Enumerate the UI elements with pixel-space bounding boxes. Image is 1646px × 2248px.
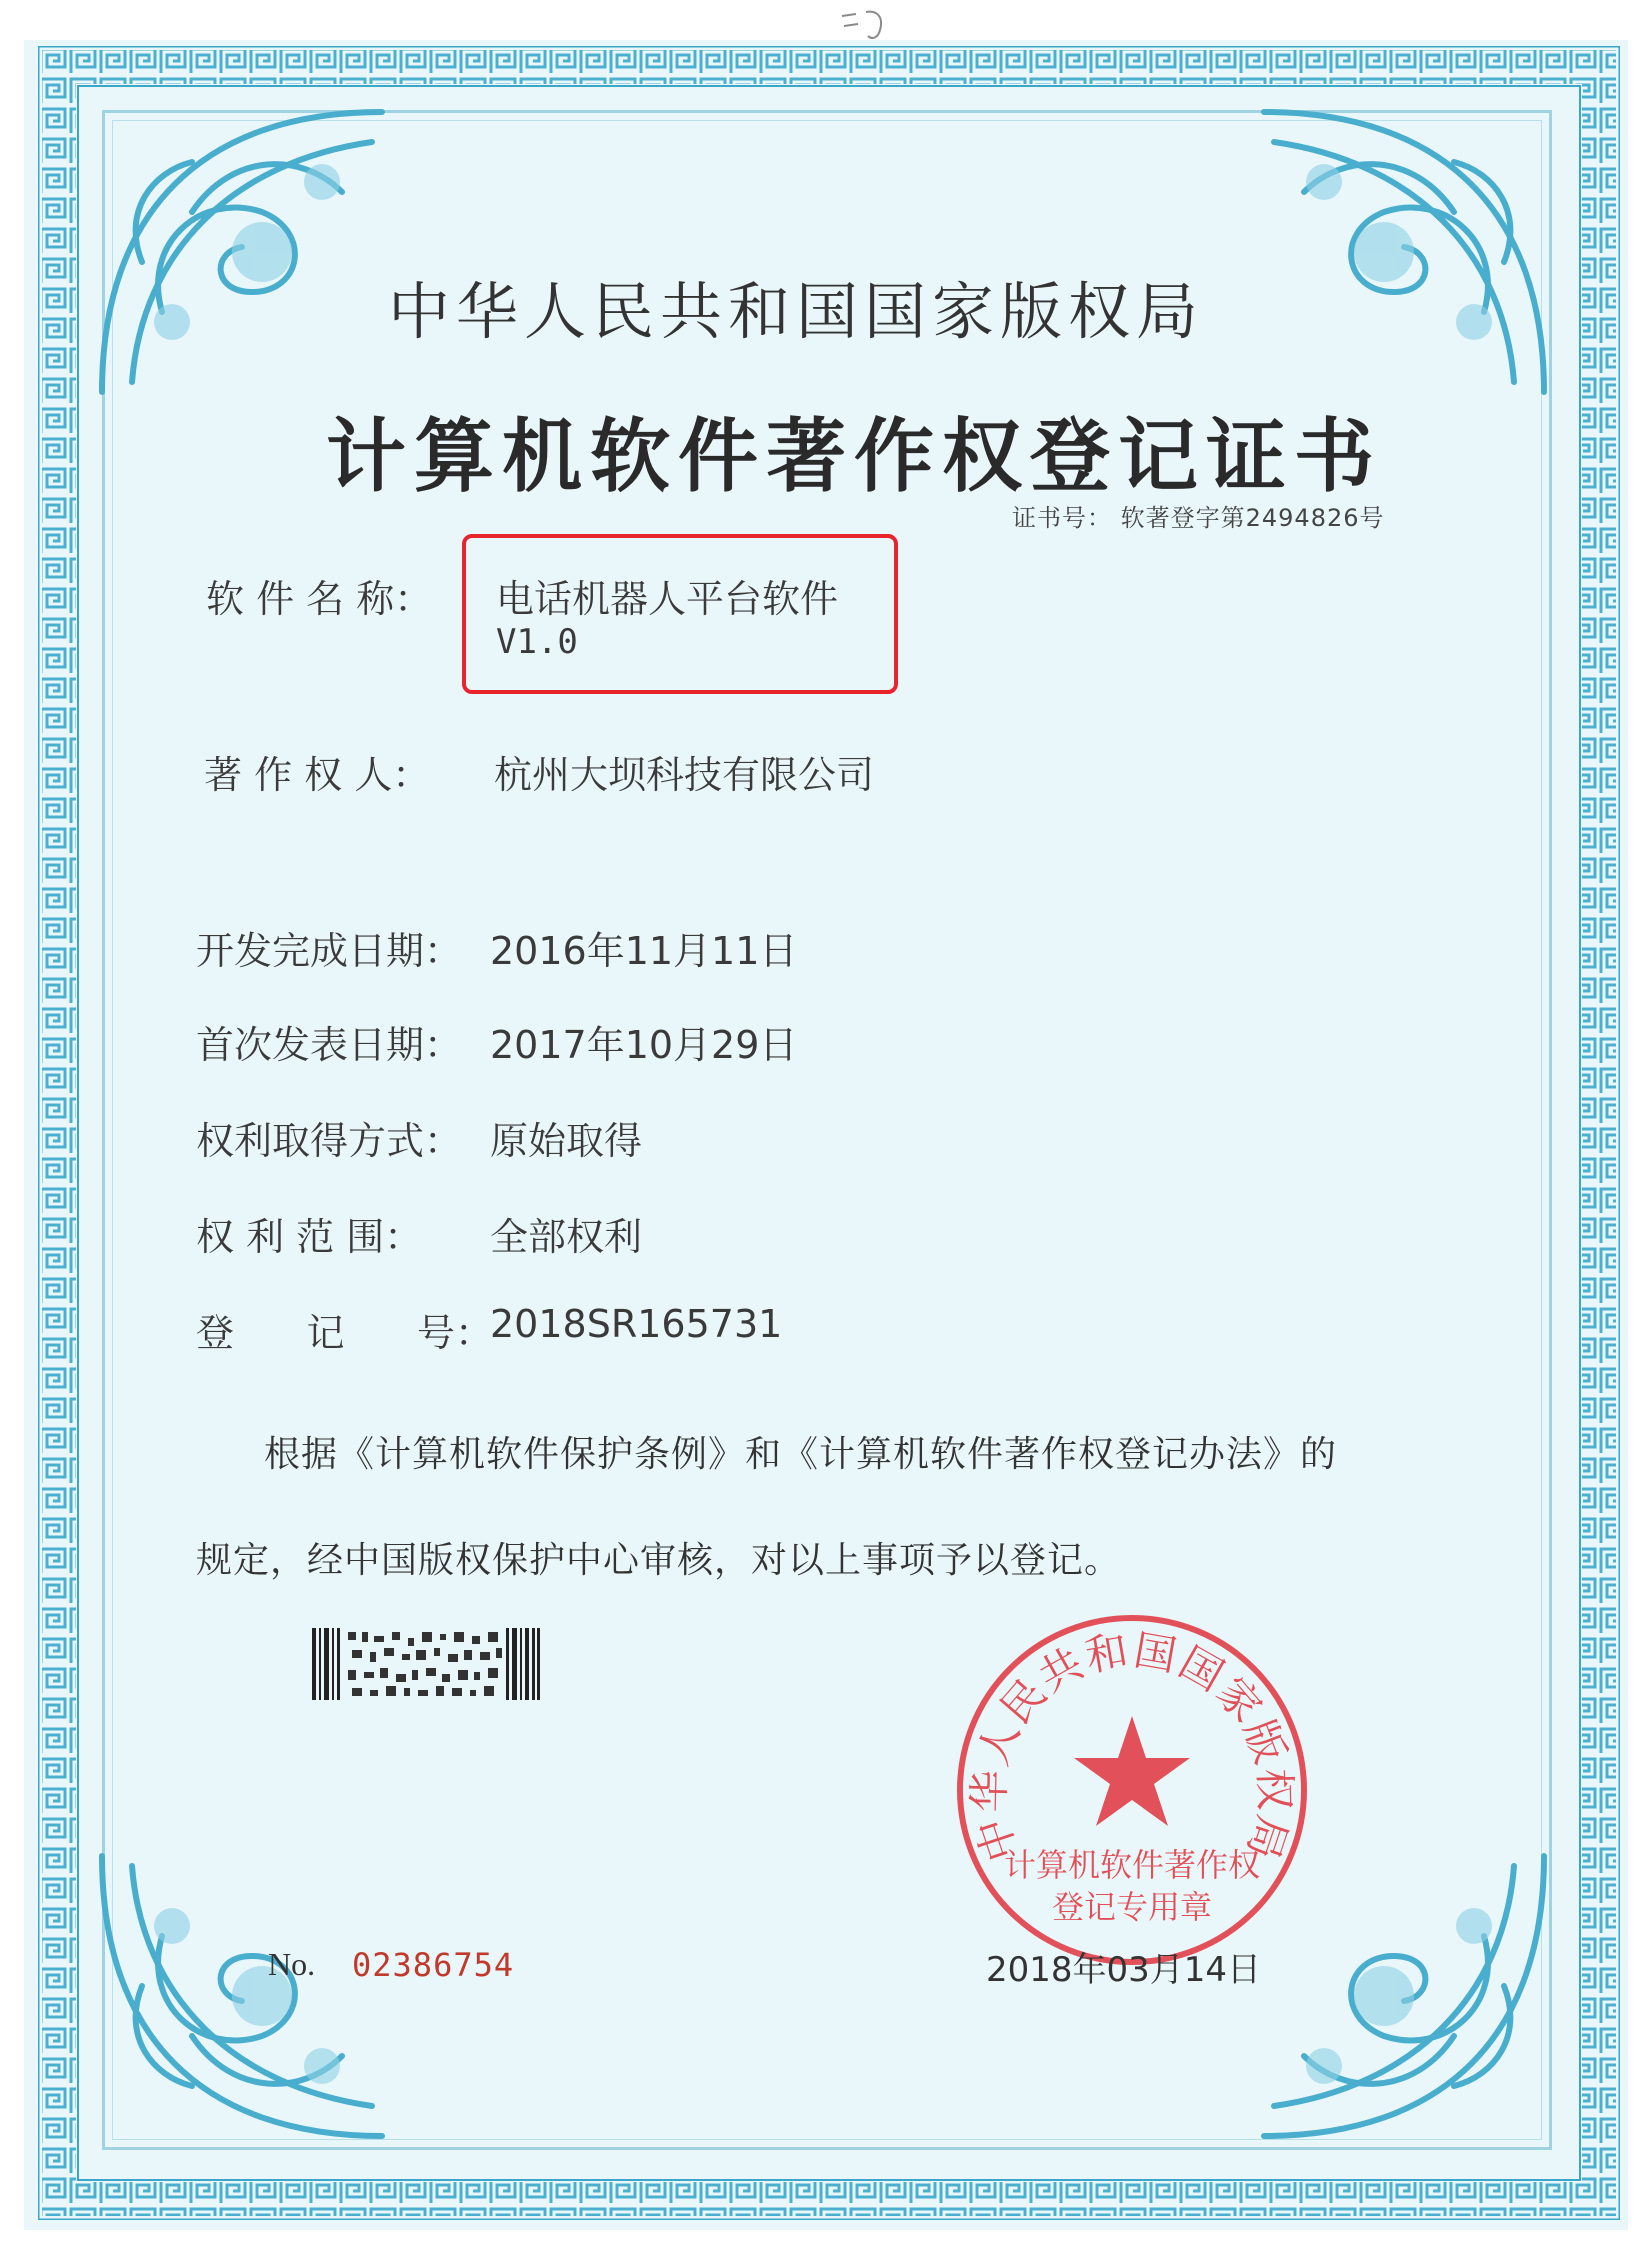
certificate-title: 计算机软件著作权登记证书 [326, 409, 1382, 503]
scope-value: 全部权利 [490, 1215, 643, 1259]
star-icon [1074, 1716, 1190, 1826]
publish-date-value: 2017年10月29日 [490, 1023, 798, 1067]
software-version-value: V1.0 [496, 622, 578, 662]
serial-label: No. [268, 1946, 316, 1982]
barcode [312, 1628, 540, 1700]
owner-value: 杭州大坝科技有限公司 [494, 753, 875, 797]
official-seal [950, 1608, 1314, 1972]
software-name-value: 电话机器人平台软件 [496, 577, 839, 621]
field-label-publish-date: 首次发表日期： [196, 1023, 463, 1067]
seal-inner-text-2: 登记专用章 [1051, 1888, 1213, 1926]
seal-outer-text: 中华人民共和国国家版权局 [964, 1625, 1300, 1868]
dev-date-value: 2016年11月11日 [490, 929, 798, 973]
field-label-acquisition: 权利取得方式： [196, 1119, 463, 1163]
field-label-software-name: 软 件 名 称： [206, 577, 433, 621]
serial-number: 02386754 [352, 1946, 515, 1984]
seal-inner-text-1: 计算机软件著作权 [1003, 1846, 1261, 1884]
field-label-scope: 权 利 范 围： [196, 1215, 423, 1259]
issue-date: 2018年03月14日 [986, 1950, 1262, 1990]
field-label-dev-date: 开发完成日期： [196, 929, 463, 973]
corner-ornament-top-left [82, 92, 402, 412]
corner-ornament-bottom-left [82, 1836, 402, 2156]
registration-value: 2018SR165731 [490, 1302, 783, 1346]
corner-ornament-top-right [1244, 92, 1564, 412]
statement-line-2: 规定，经中国版权保护中心审核，对以上事项予以登记。 [196, 1540, 1122, 1581]
certificate-number: 证书号： 软著登字第2494826号 [1012, 504, 1385, 532]
statement-line-1: 根据《计算机软件保护条例》和《计算机软件著作权登记办法》的 [264, 1434, 1338, 1475]
acquisition-value: 原始取得 [490, 1119, 643, 1163]
field-label-owner: 著 作 权 人： [204, 753, 431, 797]
issuing-authority: 中华人民共和国国家版权局 [388, 275, 1205, 348]
pencil-mark [836, 6, 896, 46]
field-label-registration: 登 记 号： [196, 1311, 493, 1355]
